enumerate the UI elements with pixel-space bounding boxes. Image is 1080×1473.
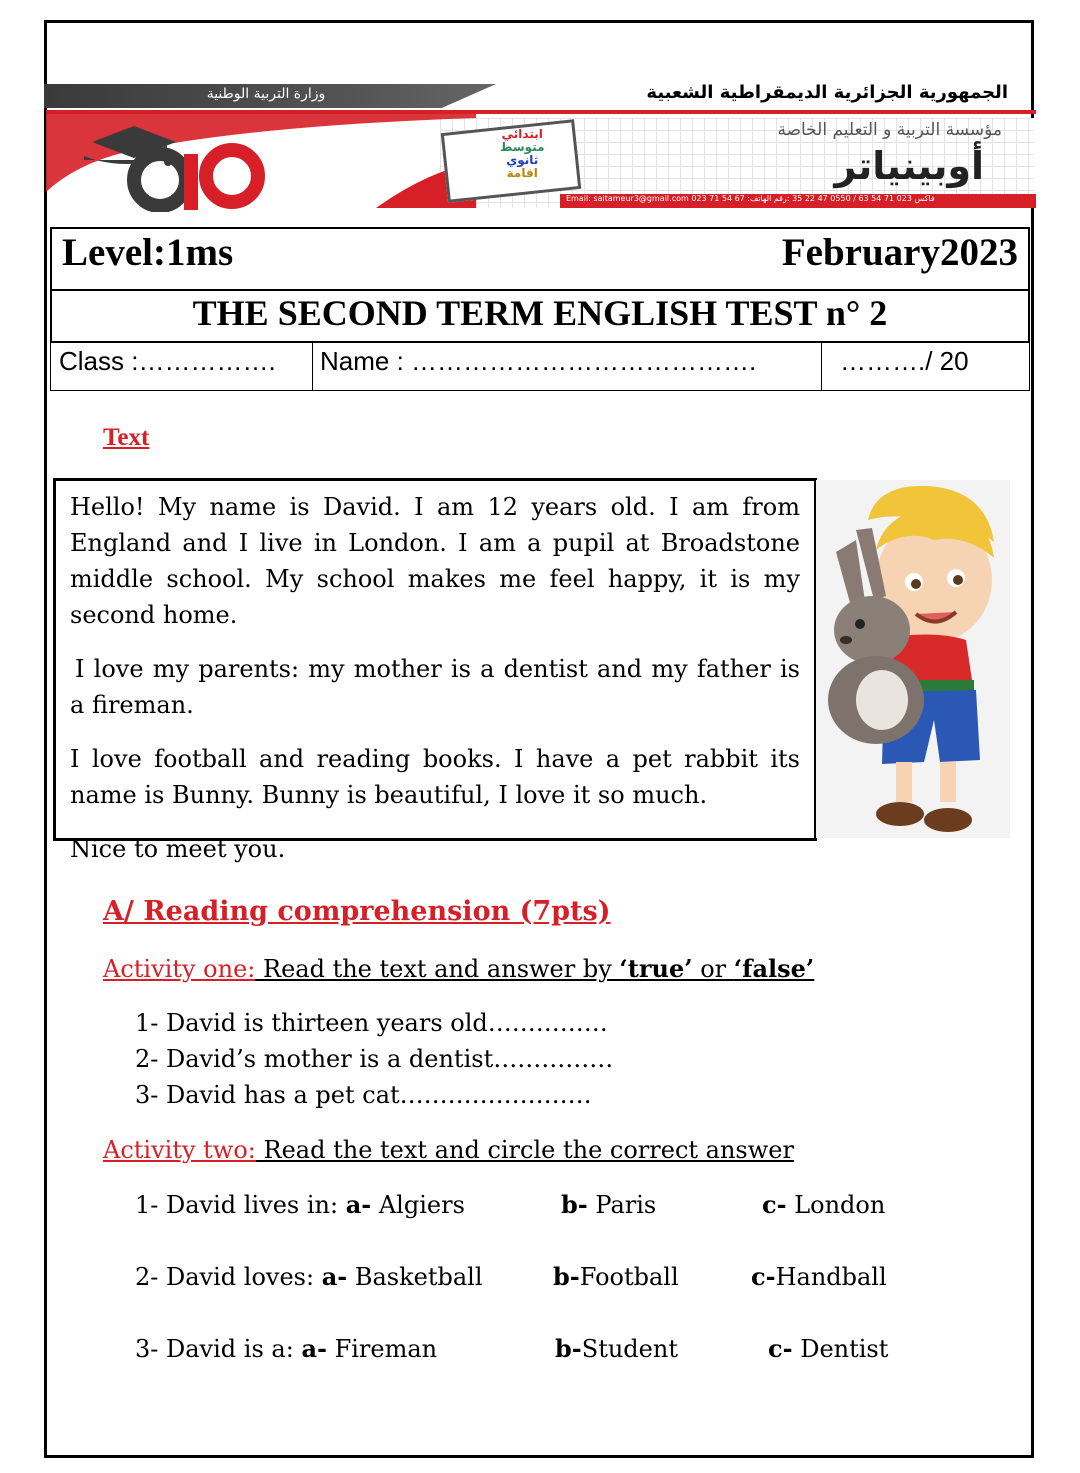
boy-with-rabbit-image	[816, 480, 1010, 838]
option-key: c-	[768, 1334, 793, 1363]
question-stem: 1- David lives in:	[135, 1191, 346, 1219]
option-text: Dentist	[792, 1335, 889, 1363]
option-a[interactable]	[346, 1191, 465, 1219]
question-stem: 3- David is a:	[135, 1335, 302, 1363]
exam-date: February2023	[781, 231, 1018, 274]
option-text: Football	[579, 1263, 679, 1291]
info-divider	[821, 341, 822, 391]
text-paragraph: I love my parents: my mother is a dentist and my father is a fireman.	[70, 655, 800, 719]
activity-one-line	[103, 954, 814, 983]
school-name: مؤسسة التربية و التعليم الخاصة	[777, 120, 1002, 140]
text-paragraph: I love football and reading books. I have a pet rabbit its name is Bunny. Bunny is beautiful, I love it so much.	[70, 745, 800, 809]
option-b[interactable]	[555, 1334, 678, 1363]
option-c[interactable]	[751, 1262, 887, 1291]
activity-one-instruction	[255, 955, 814, 983]
option-key: a-	[345, 1190, 372, 1219]
ministry-text: وزارة التربية الوطنية	[206, 86, 326, 102]
board-line: ابتدائي	[501, 127, 543, 141]
option-text: Paris	[587, 1191, 657, 1219]
option-key: b-	[553, 1262, 580, 1291]
option-text: Student	[581, 1335, 678, 1363]
section-a-heading: A/ Reading comprehension (7pts)	[103, 896, 611, 927]
option-c[interactable]	[762, 1190, 885, 1219]
text-heading: Text	[103, 424, 150, 451]
score-field[interactable]: ………./ 20	[840, 346, 969, 376]
option-key: b-	[555, 1334, 582, 1363]
option-key: a-	[301, 1334, 327, 1363]
false-word: ‘false’	[733, 954, 815, 983]
question-3	[135, 1334, 437, 1363]
option-c[interactable]	[768, 1334, 888, 1363]
activity-two-line	[103, 1136, 794, 1164]
name-field[interactable]: Name : ………………………………….	[320, 346, 757, 376]
question-stem: 2- David loves:	[135, 1263, 322, 1291]
instruction-text: Read the text and answer by	[263, 955, 620, 983]
activity-two-instruction: Read the text and circle the correct answer	[255, 1136, 794, 1164]
level-label: Level:1ms	[62, 231, 234, 274]
activity-one-item[interactable]: 1- David is thirteen years old……………	[135, 1009, 608, 1037]
exam-title: THE SECOND TERM ENGLISH TEST n° 2	[192, 293, 888, 333]
text-paragraph: Hello! My name is David. I am 12 years old. I am from England and I live in London. I am a pupil at Broadstone middle school. My school makes me feel happy, it is my second home.	[70, 493, 800, 629]
option-b[interactable]	[561, 1190, 656, 1219]
option-key: a-	[321, 1262, 348, 1291]
or-word: or	[692, 955, 734, 983]
board-text	[500, 128, 545, 180]
reading-text-box	[53, 478, 817, 863]
contact-text: Email: saitameur3@gmail.com 023 71 54 67 :فاكس 023 71 54 63 / 0550 47 22 35 :رقم الهاتف	[566, 194, 935, 203]
activity-one-item[interactable]: 3- David has a pet cat……………………	[135, 1081, 592, 1109]
option-key: c-	[762, 1190, 787, 1219]
text-paragraph: Nice to meet you.	[70, 835, 286, 863]
true-word: ‘true’	[619, 954, 693, 983]
brand-name: أوبينياتر	[834, 144, 984, 188]
republic-title: الجمهورية الجزائرية الديمقراطية الشعبية	[646, 82, 1008, 103]
op-logo	[64, 120, 304, 212]
activity-one-label: Activity one:	[103, 955, 256, 983]
option-a[interactable]	[301, 1335, 437, 1363]
question-2	[135, 1262, 483, 1291]
activity-one-item[interactable]: 2- David’s mother is a dentist……………	[135, 1045, 614, 1073]
board-line: ثانوي	[506, 153, 539, 167]
option-text: Algiers	[371, 1191, 465, 1219]
option-text: London	[786, 1191, 886, 1219]
option-key: b-	[561, 1190, 588, 1219]
option-b[interactable]	[553, 1262, 679, 1291]
class-field[interactable]: Class :…………….	[59, 346, 276, 376]
option-text: Basketball	[347, 1263, 483, 1291]
activity-two-label: Activity two:	[103, 1136, 256, 1164]
board-line: متوسط	[500, 140, 545, 154]
option-text: Handball	[775, 1263, 887, 1291]
option-a[interactable]	[322, 1263, 483, 1291]
board-line: اقامة	[506, 166, 538, 180]
option-key: c-	[751, 1262, 776, 1291]
info-divider	[312, 341, 313, 391]
question-1	[135, 1190, 465, 1219]
option-text: Fireman	[326, 1335, 438, 1363]
